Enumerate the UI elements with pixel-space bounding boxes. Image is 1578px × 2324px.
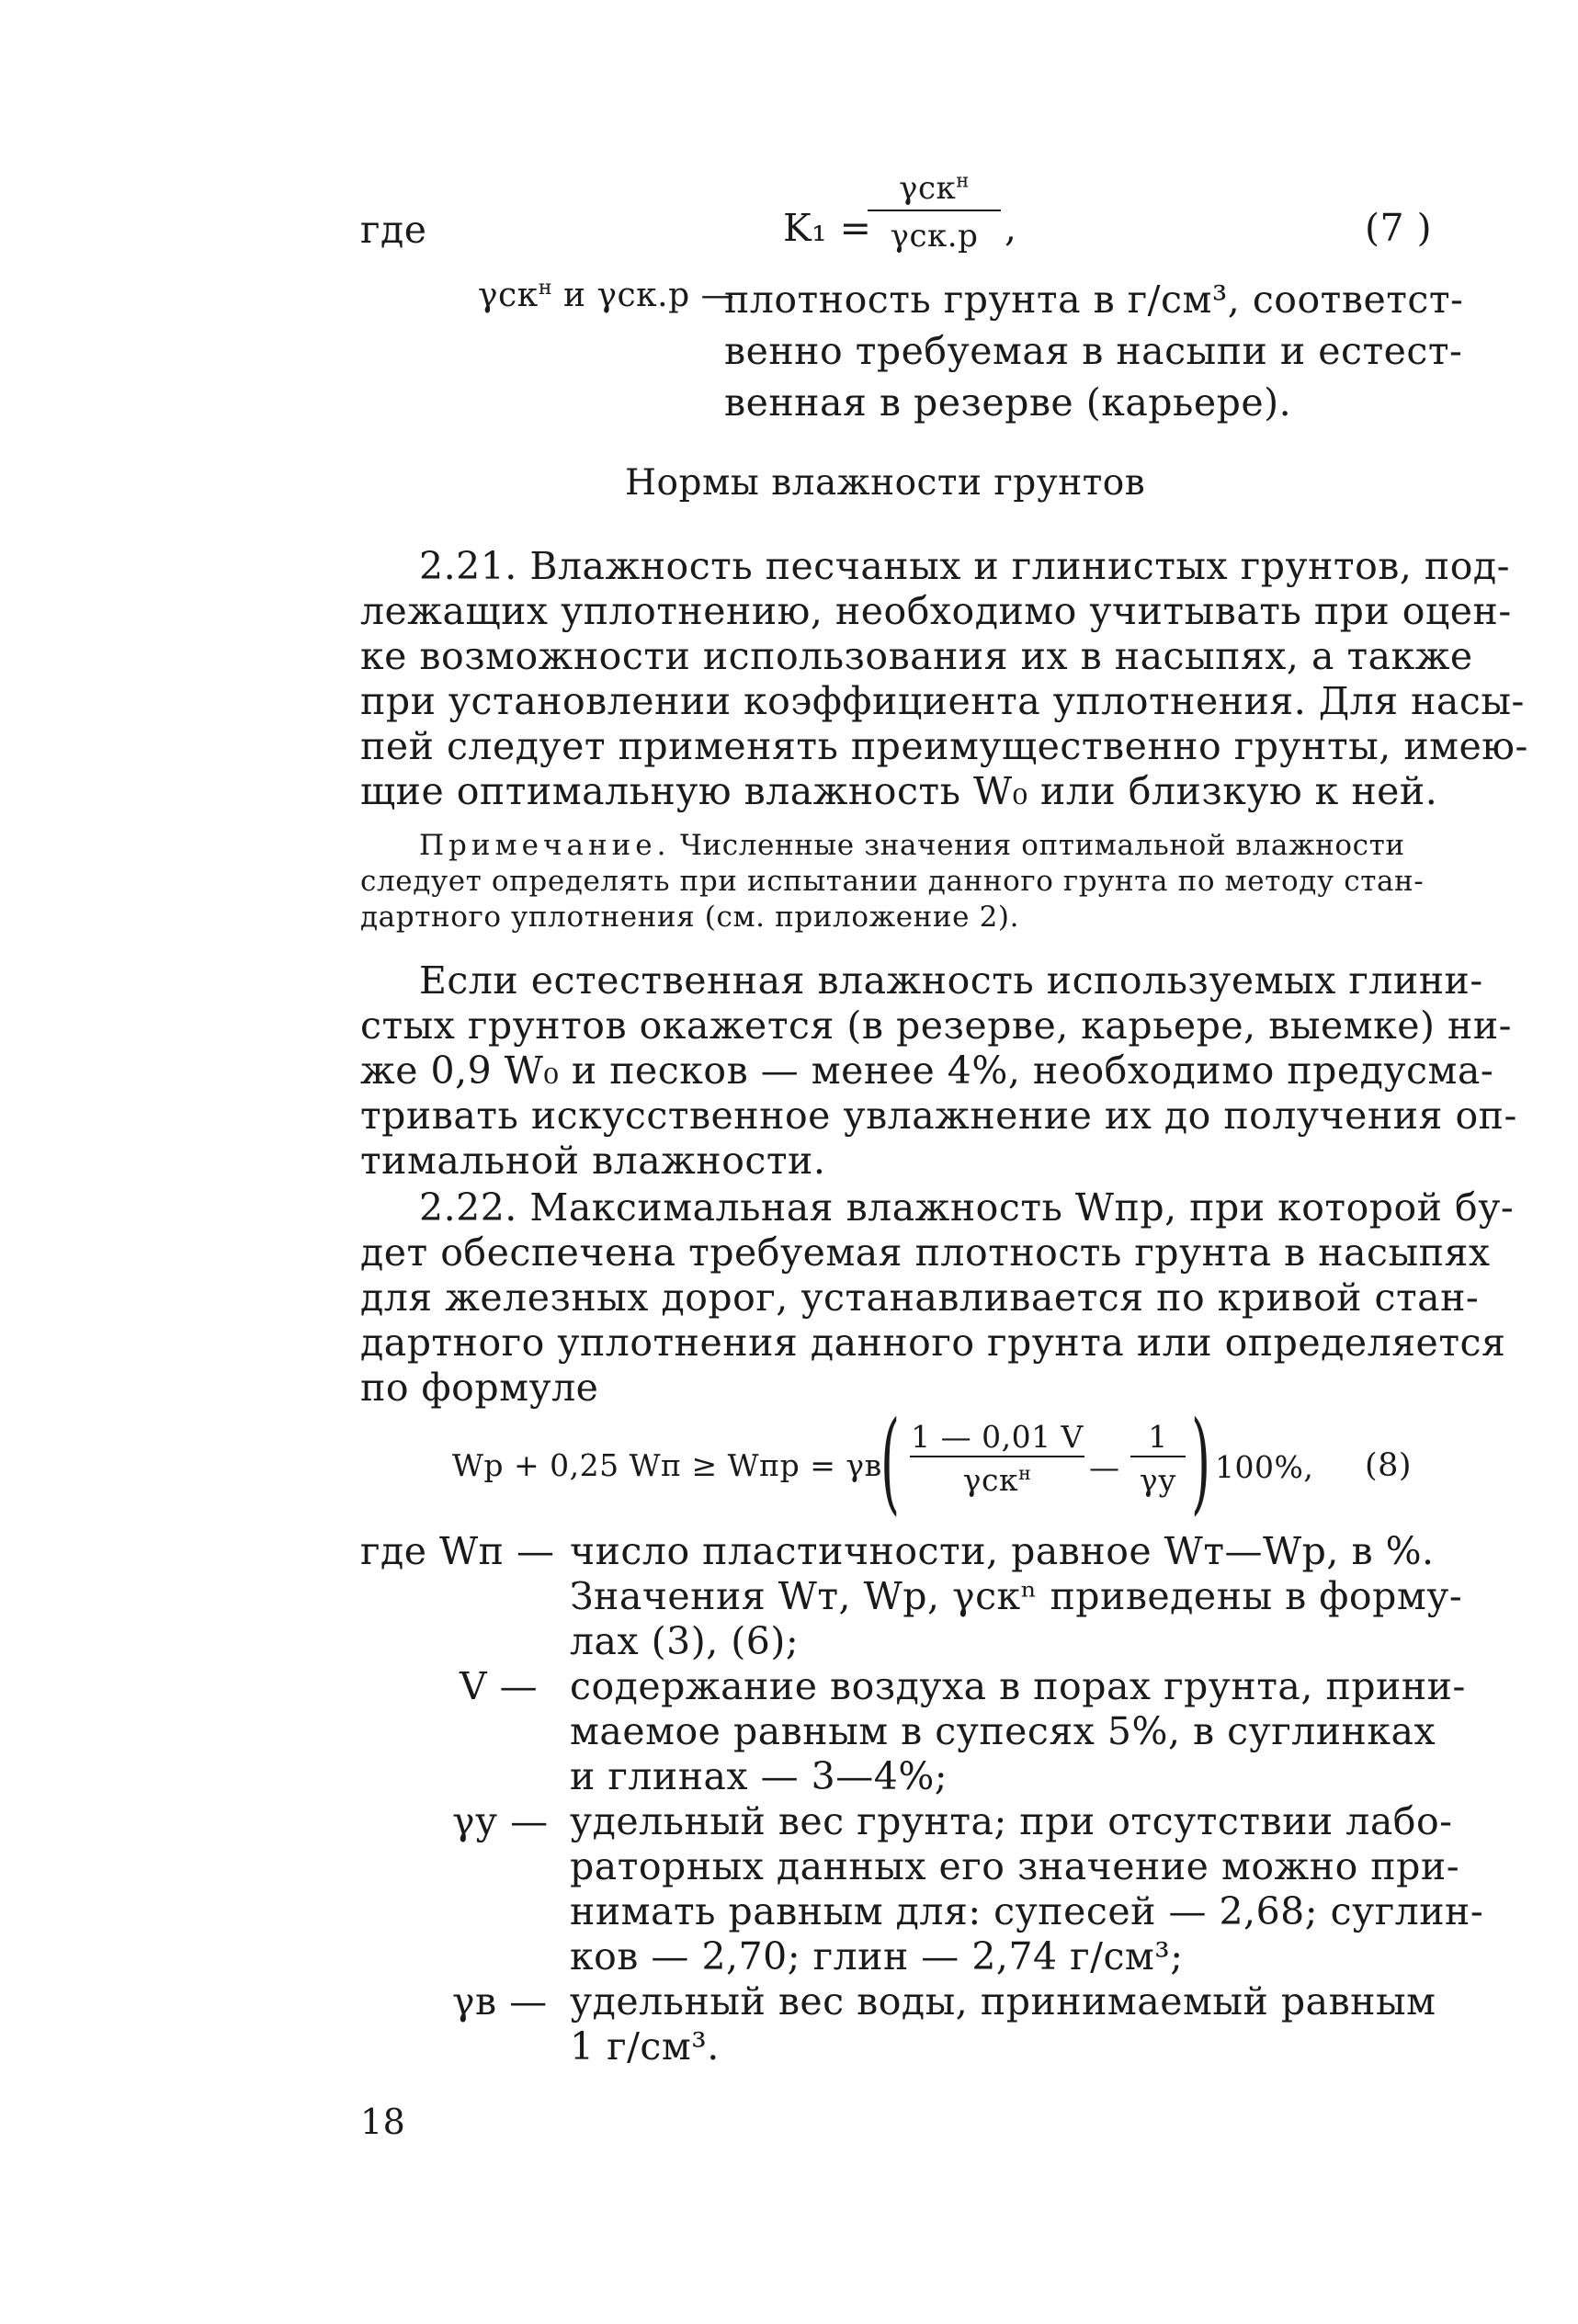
para-2-21-line: 2.21. Влажность песчаных и глинистых грунтов, под- bbox=[419, 544, 1511, 588]
def-line: удельный вес грунта; при отсутствии лабо- bbox=[570, 1799, 1453, 1843]
formula8-frac1-den: γск$^н$ bbox=[962, 1462, 1032, 1498]
formula7-lhs: K₁ = bbox=[783, 206, 872, 250]
def7-line: венно требуемая в насыпи и естест- bbox=[724, 329, 1463, 373]
def7-line: венная в резерве (карьере). bbox=[724, 380, 1292, 425]
formula8-frac1-bar bbox=[910, 1456, 1084, 1457]
def-line: удельный вес воды, принимаемый равным bbox=[570, 1979, 1436, 2024]
formula7-fraction bbox=[868, 168, 1001, 255]
para-2-21-line: ке возможности использования их в насыпях, а также bbox=[360, 634, 1473, 678]
para-2-22-line: для железных дорог, устанавливается по кривой стан- bbox=[360, 1275, 1480, 1320]
formula8-fraction-1 bbox=[910, 1419, 1084, 1498]
where-label: где bbox=[360, 208, 427, 252]
formula8-frac2-num: 1 bbox=[1148, 1419, 1168, 1455]
note-first-line: Примечание. Численные значения оптимальной влажности bbox=[419, 829, 1405, 862]
para-moisture-line: же 0,9 W₀ и песков — менее 4%, необходимо предусма- bbox=[360, 1049, 1494, 1093]
def-term-gamma-v: γв — bbox=[452, 1979, 548, 2024]
note-line: дартного уплотнения (см. приложение 2). bbox=[360, 901, 1020, 934]
para-moisture-line: стых грунтов окажется (в резерве, карьере, выемке) ни- bbox=[360, 1003, 1513, 1048]
para-2-22-line: 2.22. Максимальная влажность Wпр, при которой бу- bbox=[419, 1185, 1515, 1230]
note-line: следует определять при испытании данного грунта по методу стан- bbox=[360, 865, 1425, 898]
para-2-21-line: лежащих уплотнению, необходимо учитывать при оцен- bbox=[360, 589, 1512, 633]
def-line: нимать равным для: супесей — 2,68; суглин- bbox=[570, 1889, 1484, 1933]
def-line: число пластичности, равное Wт—Wр, в %. bbox=[570, 1529, 1435, 1573]
formula8-frac2-den: γу bbox=[1139, 1462, 1177, 1498]
def7-line: плотность грунта в г/см³, соответст- bbox=[724, 278, 1464, 322]
formula8-left-paren: ( bbox=[880, 1399, 901, 1526]
formula7-numerator: γск$^н$ bbox=[899, 168, 970, 207]
para-2-22-line: дет обеспечена требуемая плотность грунта в насыпях bbox=[360, 1230, 1491, 1275]
para-2-21-line: щие оптимальную влажность W₀ или близкую к ней. bbox=[360, 769, 1438, 813]
para-moisture-line: тривать искусственное увлажнение их до получения оп- bbox=[360, 1094, 1517, 1138]
page-number: 18 bbox=[360, 2102, 406, 2142]
para-2-21-line: при установлении коэффициента уплотнения. Для насы- bbox=[360, 679, 1525, 723]
formula8-lhs: Wр + 0,25 Wп ≥ Wпр = γв bbox=[452, 1447, 882, 1483]
def-line: и глинах — 3—4%; bbox=[570, 1754, 948, 1798]
formula8-fraction-2 bbox=[1130, 1419, 1186, 1498]
def-line: ков — 2,70; глин — 2,74 г/см³; bbox=[570, 1934, 1184, 1978]
formula8-minus: — bbox=[1089, 1449, 1120, 1485]
para-moisture-line: Если естественная влажность используемых глини- bbox=[419, 958, 1483, 1003]
def-term-wp: где Wп — bbox=[360, 1529, 555, 1573]
formula8-right-paren: ) bbox=[1191, 1399, 1211, 1526]
def-line: раторных данных его значение можно при- bbox=[570, 1844, 1460, 1888]
formula7-number: (7 ) bbox=[1365, 206, 1433, 250]
note-label: Примечание. bbox=[419, 829, 671, 862]
section-title: Нормы влажности грунтов bbox=[625, 462, 1146, 504]
def-term-gamma-u: γу — bbox=[452, 1799, 549, 1843]
def-line: маемое равным в супесях 5%, в суглинках bbox=[570, 1709, 1436, 1753]
formula7-fraction-bar bbox=[868, 210, 1001, 211]
def-line: Значения Wт, Wр, γскⁿ приведены в форму- bbox=[570, 1574, 1463, 1618]
para-2-21-line: пей следует применять преимущественно грунты, имею- bbox=[360, 724, 1528, 768]
def-line: 1 г/см³. bbox=[570, 2024, 720, 2069]
formula8-frac2-bar bbox=[1130, 1456, 1186, 1457]
para-2-22-line: по формуле bbox=[360, 1366, 599, 1410]
para-moisture-line: тимальной влажности. bbox=[360, 1139, 826, 1183]
formula8-frac1-num: 1 — 0,01 V bbox=[911, 1419, 1084, 1455]
formula8-number: (8) bbox=[1365, 1447, 1413, 1484]
def-line: лах (3), (6); bbox=[570, 1619, 800, 1663]
formula8-tail: 100%, bbox=[1215, 1449, 1314, 1485]
def7-symbols: γск$^н$ и γск.р — bbox=[478, 276, 735, 314]
formula7-denominator: γск.р bbox=[890, 218, 979, 255]
para-2-22-line: дартного уплотнения данного грунта или определяется bbox=[360, 1321, 1506, 1365]
def-line: содержание воздуха в порах грунта, прини- bbox=[570, 1664, 1466, 1708]
formula7-comma: , bbox=[1005, 206, 1017, 250]
def-term-v: V — bbox=[460, 1664, 539, 1708]
